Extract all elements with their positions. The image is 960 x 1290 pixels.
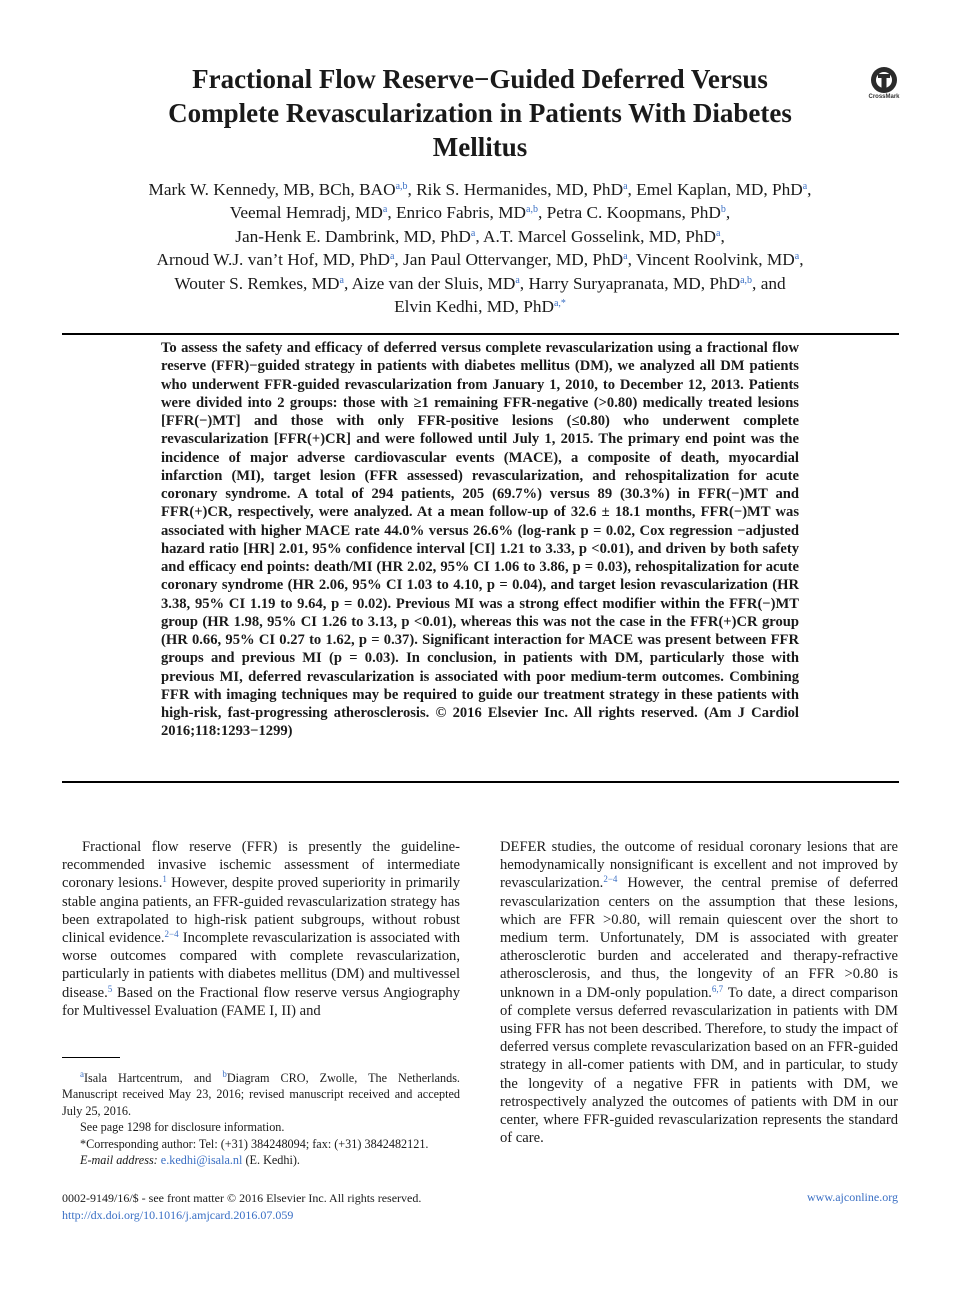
author-name: , A.T. Marcel Gosselink, MD, PhD [475,226,716,246]
author-line [60,225,900,248]
author-name: , Enrico Fabris, MD [387,203,527,223]
body-text: Fractional flow reserve (FFR) is presently the guideline-recommended invasive ischemic assessment of intermediate coronary lesions. [62,839,460,892]
author-name: , Rik S. Hermanides, MD, PhD [407,180,624,199]
author-name: Wouter S. Remkes, MD [174,273,340,293]
reference-marker[interactable]: 6,7 [711,983,724,994]
affiliation-marker[interactable]: a [339,274,344,286]
affiliation-marker[interactable]: a [623,251,628,263]
body-text: However, despite proved superiority in primarily stable angina patients, an FFR-guided revascularization strategy has been extrapolated to high-risk patient subgroups, without robust clinical evidence. [62,875,460,947]
affiliation-marker: a [80,1069,84,1079]
affiliation-marker[interactable]: a [389,251,395,263]
affiliation-marker[interactable]: a [470,227,476,239]
affiliation-marker[interactable]: a [802,181,808,192]
author-name: , [720,226,725,246]
reference-marker[interactable]: 2−4 [164,929,179,940]
body-text: However, the central premise of deferred revascularization centers on the assumption that these lesions, which are FFR >0.80, will remain quiescent over the short to medium term. Unfortunately, DM is associated with greater atherosclerotic burden and accelerated and therapy-refractive atherosclerosis, and thus, the longevity of an FFR >0.80 is unknown in a DM-only population. [500,875,898,1001]
author-name: , Aize van der Sluis, MD [343,273,516,293]
affiliation-marker[interactable]: a [515,274,520,286]
body-text: Incomplete revascularization is associated with worse outcomes compared with complete revascularization, particularly in patients with diabetes mellitus (DM) and multivessel disease. [62,930,460,1001]
email-suffix: (E. Kedhi). [242,1153,300,1168]
author-name: , Harry Suryapranata, MD, PhD [519,273,741,293]
affiliation-marker[interactable]: a,b [395,181,408,192]
author-name: , Petra C. Koopmans, PhD [538,203,721,223]
footer-left [62,1190,421,1224]
affiliation-marker[interactable]: b [720,204,726,216]
author-name: , and [752,273,786,293]
email-label: E-mail address: [80,1153,161,1168]
body-column-left [62,838,460,1020]
article-title: Fractional Flow Reserve−Guided Deferred Versus Complete Revascularization in Patients With Diabetes Mellitus [168,64,792,162]
abstract-top-rule [62,333,899,335]
author-list [60,178,900,318]
reference-marker[interactable]: 5 [107,983,113,994]
author-line [60,201,900,224]
email-link[interactable]: e.kedhi@isala.nl [160,1153,243,1168]
affiliation-marker[interactable]: a,b [526,204,538,216]
author-name: , Vincent Roolvink, MD [627,250,795,270]
affiliations-footnote [62,1070,460,1119]
affiliation-marker[interactable]: a,* [553,298,566,310]
affiliation-marker[interactable]: a,b [740,274,753,286]
author-name: Arnoud W.J. van’t Hof, MD, PhD [156,250,390,270]
author-name: , Emel Kaplan, MD, PhD [627,180,803,199]
body-text: DEFER studies, the outcome of residual coronary lesions that are hemodynamically nonsignificant is excellent and not improved by revascularization. [500,839,898,892]
footnote-rule [62,1057,120,1058]
affiliation-marker[interactable]: a [623,181,628,192]
author-name: Elvin Kedhi, MD, PhD [394,297,554,317]
affiliation-a: Isala Hartcentrum, and [84,1071,223,1085]
abstract: To assess the safety and efficacy of deferred versus complete revascularization using a fractional flow reserve (FFR)−guided strategy in patients with diabetes mellitus (DM), we analyzed all DM patients who underwent FFR-guided revascularization from January 1, 2010, to December 12, 2013. Patients were divided into 2 groups: those with ≥1 remaining FFR-negative (>0.80) medically treated lesions [FFR(−)MT] and those with only FFR-positive lesions (≤0.80) who underwent complete revascularization [FFR(+)CR] and were followed until July 1, 2015. The primary end point was the incidence of major adverse cardiovascular events (MACE), a composite of death, myocardial infarction (MI), target lesion (FFR assessed) revascularization, and rehospitalization for acute coronary syndrome. A total of 294 patients, 205 (69.7%) versus 89 (30.3%) in FFR(−)MT and FFR(+)CR, respectively, were analyzed. At a mean follow-up of 32.6 ± 18.1 months, FFR(−)MT was associated with higher MACE rate 44.0% versus 26.6% (log-rank p = 0.02, Cox regression −adjusted hazard ratio [HR] 2.01, 95% confidence interval [CI] 1.21 to 3.33, p <0.01), and driven by both safety and efficacy end points: death/MI (HR 2.02, 95% CI 1.06 to 3.86, p = 0.03), rehospitalization for acute coronary syndrome (HR 2.06, 95% CI 1.03 to 4.10, p = 0.04), and target lesion revascularization (HR 3.38, 95% CI 1.19 to 9.64, p = 0.02). Previous MI was a strong effect modifier within the FFR(−)MT group (HR 1.98, 95% CI 1.26 to 3.13, p <0.01), whereas this was not the case in the FFR(+)CR group (HR 0.66, 95% CI 0.27 to 1.62, p = 0.37). Significant interaction for MACE was present between FFR groups and previous MI (p = 0.03). In conclusion, in patients with DM, particularly those with previous MI, deferred revascularization is associated with poor medium-term outcomes. Combining FFR with imaging techniques may be required to guide our treatment strategy in these patients with high-risk, fast-progressing atherosclerosis. © 2016 Elsevier Inc. All rights reserved. (Am J Cardiol 2016;118:1293−1299) [161,340,799,740]
affiliation-marker: b [222,1069,227,1079]
author-name: , [725,203,731,223]
body-text: Based on the Fractional flow reserve versus Angiography for Multivessel Evaluation (FAME I, II) and [62,984,460,1019]
author-name: Jan-Henk E. Dambrink, MD, PhD [235,226,471,246]
reference-marker[interactable]: 2−4 [603,874,618,885]
doi-link[interactable]: http://dx.doi.org/10.1016/j.amjcard.2016.07.059 [62,1208,294,1222]
author-name: , Jan Paul Ottervanger, MD, PhD [394,250,624,270]
author-line [60,272,900,295]
author-name: Veemal Hemradj, MD [229,203,383,223]
affiliation-marker[interactable]: a [794,251,800,263]
email-footnote [62,1152,460,1168]
corresponding-author-footnote: *Corresponding author: Tel: (+31) 384248094; fax: (+31) 3842482121. [80,1136,429,1151]
disclosure-footnote: See page 1298 for disclosure information. [80,1120,285,1135]
body-text: To date, a direct comparison of complete versus deferred revascularization in patients with DM using FFR has not been described. Therefore, to study the impact of deferred versus complete revascularization based on an FFR-guided strategy in all-comer patients with DM, and in particular, to study the longevity of a negative FFR in patients with DM, we retrospectively analyzed the outcomes of patients with DM in our center, where FFR-guided revascularization represents the standard of care. [500,984,898,1147]
journal-website-link[interactable]: www.ajconline.org [807,1190,898,1204]
author-name: , [807,180,812,199]
issn-line: 0002-9149/16/$ - see front matter © 2016 Elsevier Inc. All rights reserved. [62,1191,422,1205]
footnotes [62,1070,460,1168]
author-line [60,248,900,271]
author-name: Mark W. Kennedy, MB, BCh, BAO [148,180,396,199]
affiliation-marker[interactable]: a [382,204,388,216]
author-line [60,178,900,201]
author-name: , [799,250,804,270]
reference-marker[interactable]: 1 [162,874,167,885]
abstract-bottom-rule [62,781,899,783]
crossmark-label: CrossMark [868,94,900,100]
body-column-right [500,838,898,1147]
author-line [60,295,900,318]
affiliation-marker[interactable]: a [715,227,721,239]
affiliation-b: Diagram CRO, Zwolle, The Netherlands. Manuscript received May 23, 2016; revised manuscript received and accepted July 25, 2016. [62,1071,460,1118]
